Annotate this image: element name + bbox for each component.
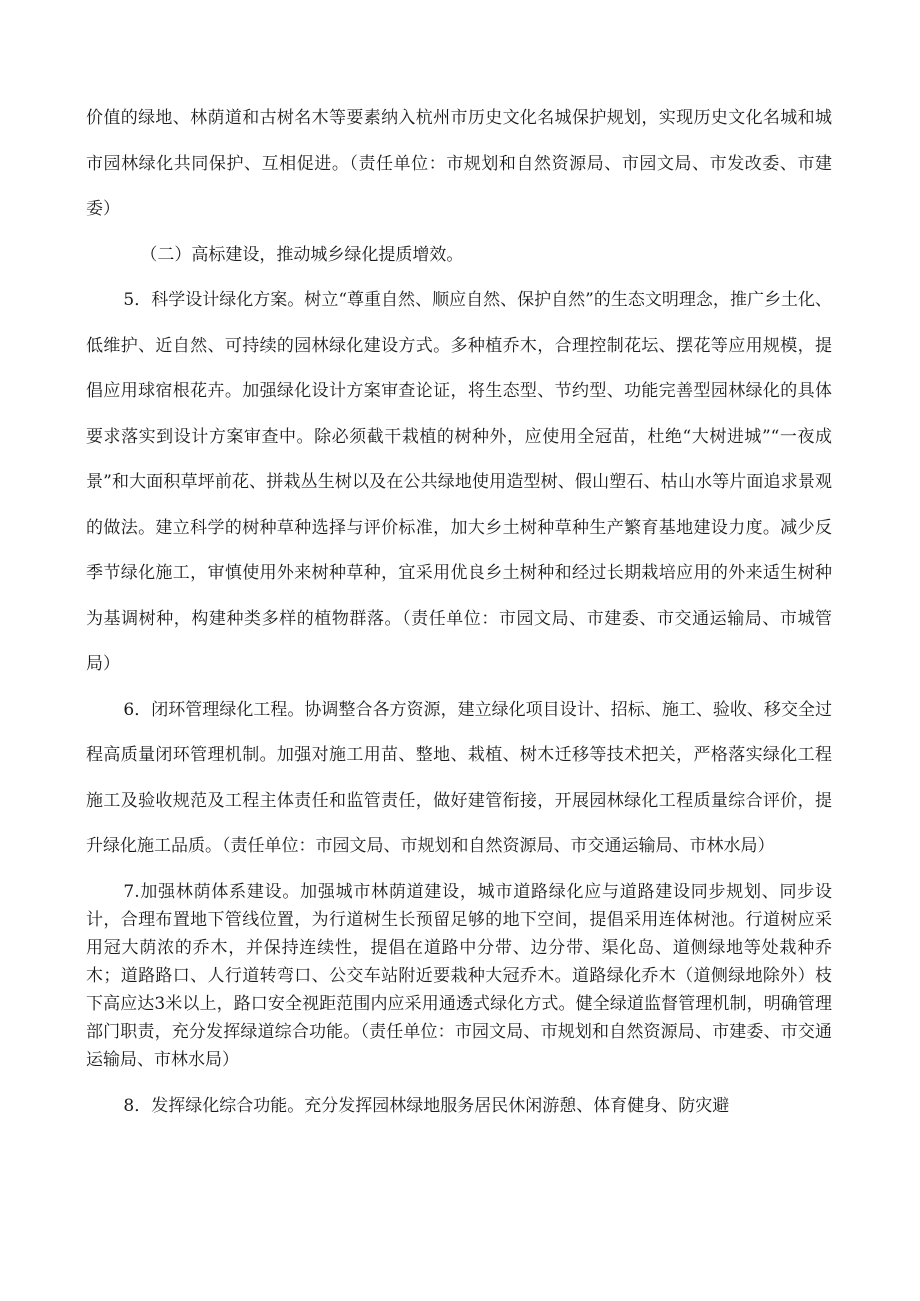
item-7-paragraph: 7.加强林荫体系建设。加强城市林荫道建设，城市道路绿化应与道路建设同步规划、同步设计，合理布置地下管线位置，为行道树生长预留足够的地下空间，提倡采用连体树池。行道树应采用冠大荫浓的乔木，并保持连续性，提倡在道路中分带、边分带、渠化岛、道侧绿地等处栽种乔木；道路路口、人行道转弯口、公交车站附近要栽种大冠乔木。道路绿化乔木（道侧绿地除外）枝下高应达3米以上，路口安全视距范围内应采用通透式绿化方式。健全绿道监督管理机制，明确管理部门职责，充分发挥绿道综合功能。（责任单位：市园文局、市规划和自然资源局、市建委、市交通运输局、市林水局）: [86, 881, 832, 1070]
item-8-paragraph: 8．发挥绿化综合功能。充分发挥园林绿地服务居民休闲游憩、体育健身、防灾避: [123, 1095, 730, 1116]
item-5-paragraph: 5．科学设计绿化方案。树立“尊重自然、顺应自然、保护自然”的生态文明理念，推广乡土化、低维护、近自然、可持续的园林绿化建设方式。多种植乔木，合理控制花坛、摆花等应用规模，提倡应用球宿根花卉。加强绿化设计方案审查论证，将生态型、节约型、功能完善型园林绿化的具体要求落实到设计方案审查中。除必须截干栽植的树种外，应使用全冠苗，杜绝“大树进城”“一夜成景”和大面积草坪前花、拼栽丛生树以及在公共绿地使用造型树、假山塑石、枯山水等片面追求景观的做法。建立科学的树种草种选择与评价标准，加大乡土树种草种生产繁育基地建设力度。减少反季节绿化施工，审慎使用外来树种草种，宜采用优良乡土树种和经过长期栽培应用的外来适生树种为基调树种，构建种类多样的植物群落。（责任单位：市园文局、市建委、市交通运输局、市城管局）: [86, 290, 832, 674]
item-6-paragraph: 6．闭环管理绿化工程。协调整合各方资源，建立绿化项目设计、招标、施工、验收、移交全过程高质量闭环管理机制。加强对施工用苗、整地、栽植、树木迁移等技术把关，严格落实绿化工程施工及验收规范及工程主体责任和监管责任，做好建管衔接，开展园林绿化工程质量综合评价，提升绿化施工品质。（责任单位：市园文局、市规划和自然资源局、市交通运输局、市林水局）: [86, 699, 832, 856]
section-subheading: （二）高标建设，推动城乡绿化提质增效。: [140, 244, 464, 265]
continued-paragraph: 价值的绿地、林荫道和古树名木等要素纳入杭州市历史文化名城保护规划，实现历史文化名城和城市园林绿化共同保护、互相促进。（责任单位：市规划和自然资源局、市园文局、市发改委、市建委）: [86, 108, 832, 219]
document-page: [86, 96, 832, 1129]
